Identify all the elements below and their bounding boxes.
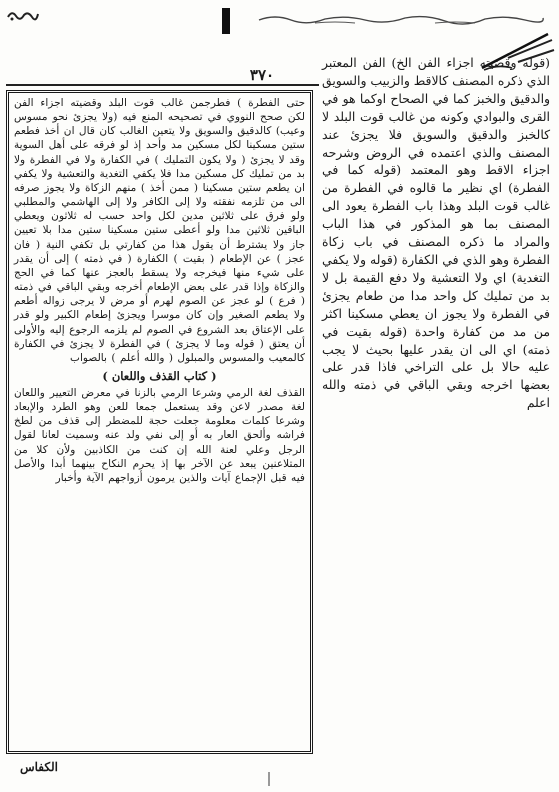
ink-mark: [6, 8, 40, 22]
margin-commentary: [320, 54, 552, 754]
handwritten-scribble: [255, 10, 545, 26]
main-body-text: حتى الفطرة ) فطرجمن غالب قوت البلد وقضيته اجزاء الفن لكن صحح النووي في تصحيحه المنع فيه (ولا يجزئ نحو مسوس وعيب) كالدقيق والسويق ولا يتعين الغالب كان قال ان أخذ فطعم ستين مسكينا لكل مسكين مد وأحد إذ لو فرقه على أهل السوية وقد لا يجزئ ( ولا يكون التمليك ) في الكفارة ولا في الفطرة ولا بد من تمليك كل مسكين مدا فلا يكفي التغدية والتعشية ولا يكفي ان يطعم ستين مسكينا ( ممن أخذ ) منهم الزكاة ولا يجوز صرفه الى من تلزمه نفقته ولا إلى الكافر ولا إلى الهاشمي والمطلبي ولو فرق على ثلاثين مدين لكل واحد حسب له ثلاثون ويعطي الباقين ثلاثين مدا ولو أعطى ستين مسكينا ستين مدا بلا تعيين جاز ولا يشترط أن يقول هذا من كفارتي بل تكفي النية ( فان عجز ) عن الإطعام ( بقيت ) الكفارة ( في ذمته ) إلى أن يقدر على شيء منها فيخرجه ولا يسقط بالعجز عنها كما في الحج والزكاة وإذا قدر على بعض الإطعام أخرجه وبقي الباقي في ذمته ( فرع ) لو عجز عن الصوم لهرم أو مرض لا يرجى زواله أطعم ولا يطعم الصغير وإن كان موسرا ويجزئ إطعام الكبير ولو قدر على الإعتاق بعد الشروع في الصوم لم يلزمه الرجوع إليه والأولى أن يعتق ( قوله وما لا يجزئ ) في الفطرة لا يجزئ في الكفارة كالمعيب والمسوس والمبلول ( والله أعلم ) بالصواب: [14, 97, 305, 364]
ink-block: [222, 8, 230, 34]
page-number: ٣٧٠: [249, 66, 275, 84]
margin-commentary-text: (قوله وقضيته اجزاء الفن الخ) الفن المعتبر الذي ذكره المصنف كالاقط والزبيب والسويق والدقيق والخبز كما في الصحاح اوكما هو في القرى والبوادي وكونه من غالب قوت البلد لا كالخبز والدقيق والسويق فلا يجزئ عند المصنف والذي اعتمده في الروض وشرحه اجزاء الاقط وهو المعتمد (قوله كما في الفطرة) اي نظير ما قالوه في الفطرة من غالب قوت البلد وهذا باب الفطرة يعود الى المصنف بما هو المذكور في هذا الباب والمراد ما ذكره المصنف في باب زكاة الفطرة وهو الذي في الكفارة (قوله ولا يكفي التغدية) اي ولا التعشية ولا دفع القيمة بل لا بد من تمليك كل واحد مدا من طعام يجزئ في الفطرة ولا يجوز ان يعطي مسكينا اكثر من مد من كفارة واحدة (قوله بقيت في ذمته) اي الى ان يقدر عليها بحيث لا يجب عليه حالا بل على التراخي فاذا قدر على بعضها اخرجه وبقي الباقي في ذمته والله اعلم: [322, 55, 550, 411]
chapter-heading: ( كتاب القذف واللعان ): [102, 368, 217, 383]
catchword: الكفاس: [20, 760, 58, 774]
pencil-mark: [268, 772, 270, 786]
header-rule: [6, 84, 319, 86]
main-body-text-continued: القذف لغة الرمي وشرعا الرمي بالزنا في معرض التعيير واللعان لغة مصدر لاعن وقد يستعمل جمعا للعن وهو الطرد والإبعاد وشرعا كلمات معلومة جعلت حجة للمضطر إلى قذف من لطخ فراشه وألحق العار به أو إلى نفي ولد عنه وسميت لعانا لقول الرجل وعلي لعنة الله إن كنت من الكاذبين ولأن كلا من المتلاعنين يبعد عن الآخر بها إذ يحرم النكاح بينهما أبدا والأصل فيه قبل الإجماع آيات والذين يرمون أزواجهم الآية وأخبار: [14, 386, 305, 484]
main-text-frame: [6, 90, 313, 754]
